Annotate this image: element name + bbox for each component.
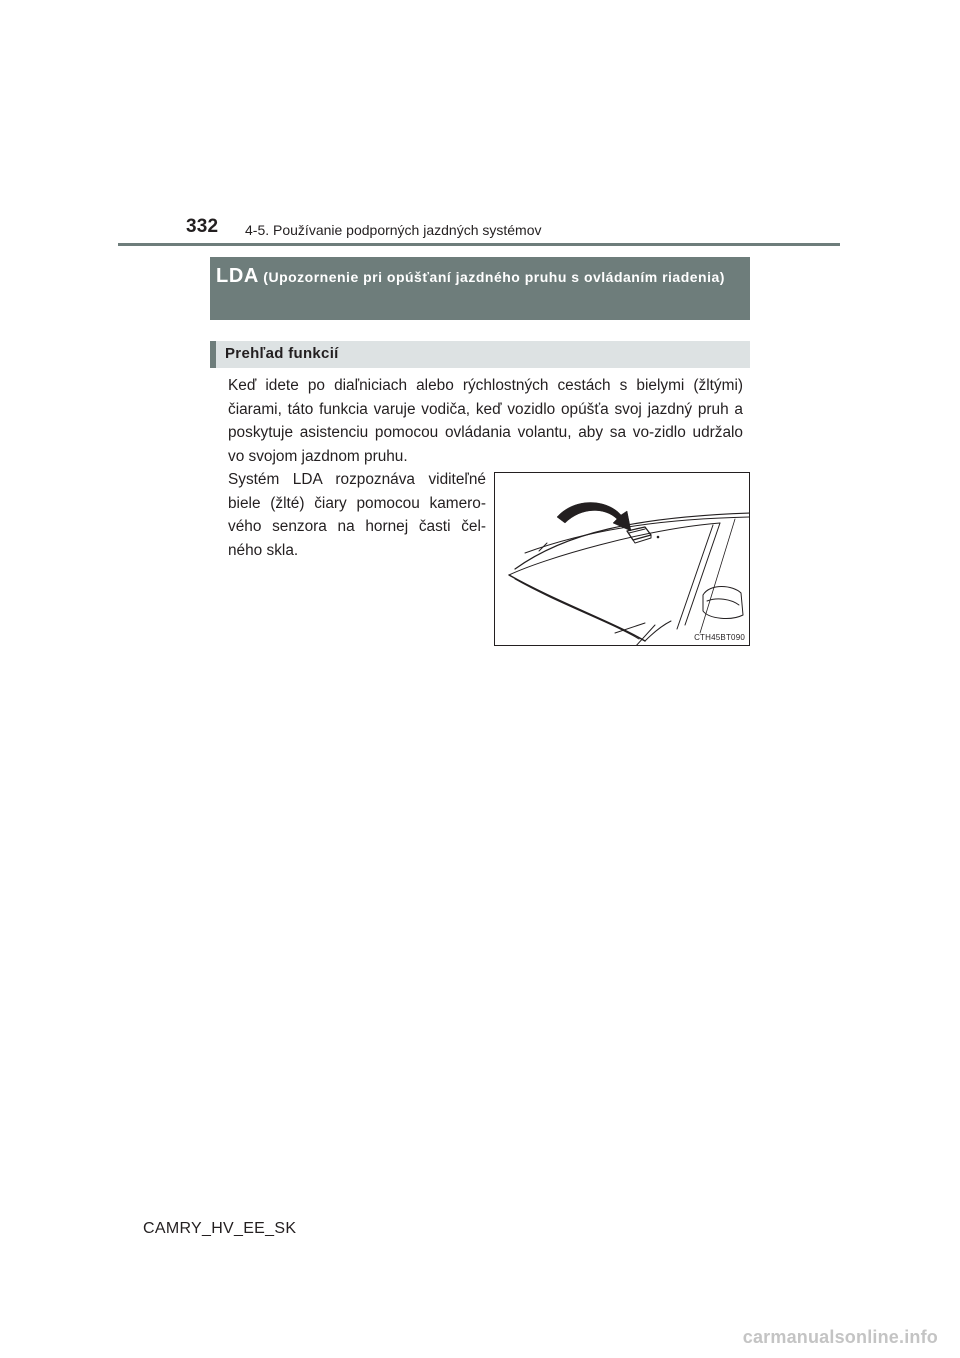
body-paragraph-1: Keď idete po diaľniciach alebo rýchlostných cestách s bielymi (žltými) čiarami, táto funkcia varuje vodiča, keď vozidlo opúšťa svoj jazdný pruh a poskytuje asistenciu pomocou ovládania volantu, aby sa vo-zidlo udržalo vo svojom jazdnom pruhu. xyxy=(228,377,743,465)
figure-code: CTH45BT090 xyxy=(694,633,745,642)
subsection-heading: Prehľad funkcií xyxy=(210,341,750,368)
body-paragraph-2: Systém LDA rozpoznáva viditeľné biele (žlté) čiary pomocou kamero-vého senzora na hornej časti čel-ného skla. xyxy=(228,471,486,559)
footer-model-code: CAMRY_HV_EE_SK xyxy=(143,1220,297,1237)
section-heading xyxy=(210,257,750,320)
chapter-title: 4-5. Používanie podporných jazdných systémov xyxy=(245,222,542,238)
windshield-camera-illustration xyxy=(494,472,750,646)
car-windshield-drawing xyxy=(495,473,750,646)
page-number: 332 xyxy=(186,216,219,237)
watermark: carmanualsonline.info xyxy=(742,1327,938,1347)
section-abbr: LDA xyxy=(216,265,259,287)
header-divider xyxy=(118,243,840,246)
section-title: (Upozornenie pri opúšťaní jazdného pruhu s ovládaním riadenia) xyxy=(258,269,725,285)
